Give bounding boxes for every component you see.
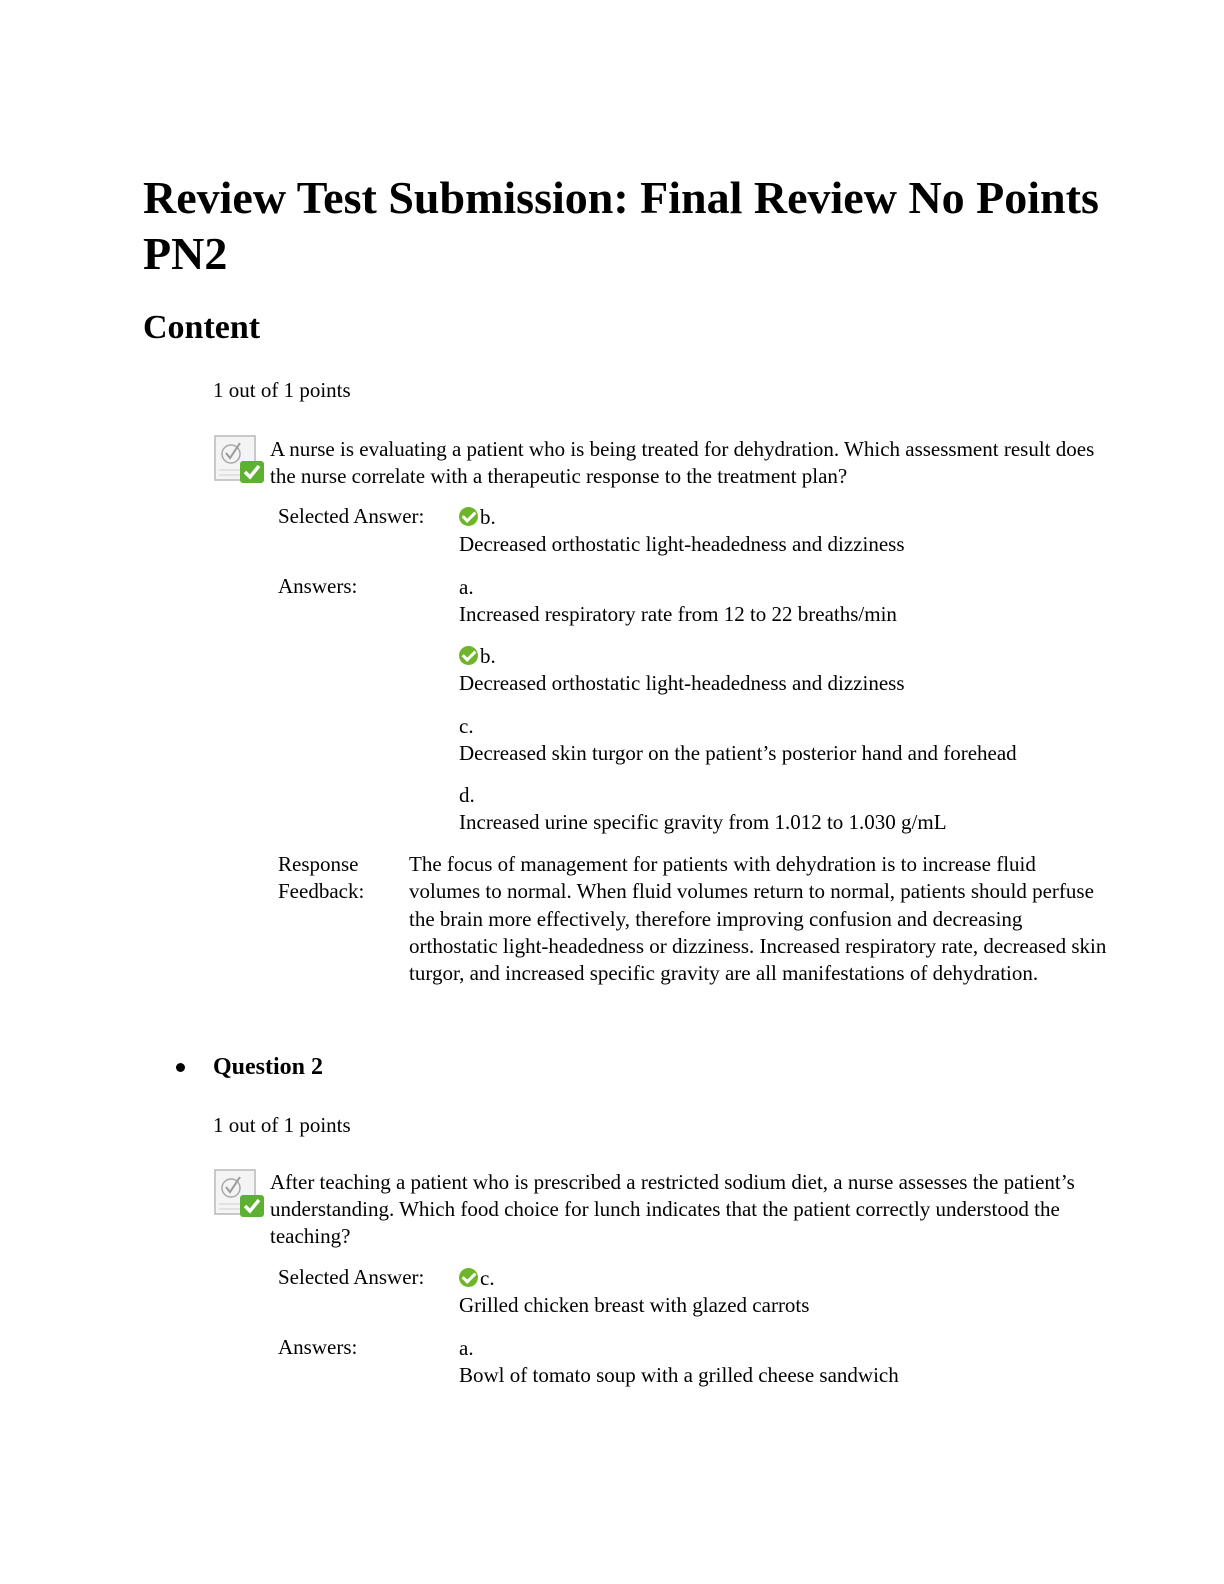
check-icon xyxy=(459,507,478,526)
q2-selected-answer-label: Selected Answer: xyxy=(278,1265,425,1289)
answer-text: Increased urine specific gravity from 1.012 to 1.030 g/mL xyxy=(459,810,947,834)
q1-question-text: A nurse is evaluating a patient who is being treated for dehydration. Which assessment result does the nurse correlate with a therapeutic response to the treatment plan? xyxy=(270,437,1095,488)
answer-letter: d. xyxy=(459,782,475,807)
answer-letter: c. xyxy=(459,713,474,738)
q2-selected-letter: c. xyxy=(480,1265,495,1290)
content-heading: Content xyxy=(143,309,261,346)
q2-answer-a xyxy=(459,1334,1139,1389)
q1-answer-d xyxy=(459,781,1139,836)
q1-answer-a xyxy=(459,573,1139,628)
q1-feedback-label xyxy=(278,851,364,905)
q1-answers-label: Answers: xyxy=(278,574,358,598)
q1-selected-answer xyxy=(459,503,1139,558)
q2-answers-label: Answers: xyxy=(278,1335,358,1359)
q2-heading: Question 2 xyxy=(213,1054,324,1080)
q1-selected-letter: b. xyxy=(480,504,496,529)
q2-selected-answer xyxy=(459,1264,1139,1319)
answer-text: Bowl of tomato soup with a grilled cheese sandwich xyxy=(459,1363,899,1387)
check-icon xyxy=(459,646,478,665)
q2-question-text: After teaching a patient who is prescribed a restricted sodium diet, a nurse assesses the patient’s understanding. Which food choice for lunch indicates that the patient correctly understood the teaching? xyxy=(270,1170,1075,1248)
correct-question-icon xyxy=(213,1168,265,1220)
answer-letter: a. xyxy=(459,1335,474,1360)
answer-text: Decreased skin turgor on the patient’s posterior hand and forehead xyxy=(459,741,1017,765)
check-icon xyxy=(459,1268,478,1287)
q1-points: 1 out of 1 points xyxy=(213,378,351,402)
page-title: Review Test Submission: Final Review No Points PN2 xyxy=(143,172,1099,279)
bullet-icon xyxy=(176,1063,185,1072)
q1-selected-answer-label: Selected Answer: xyxy=(278,504,425,528)
answer-text: Increased respiratory rate from 12 to 22 breaths/min xyxy=(459,602,897,626)
q1-feedback-text: The focus of management for patients with dehydration is to increase fluid volumes to normal. When fluid volumes return to normal, patients should perfuse the brain more effectively, therefore improving confusion and decreasing orthostatic light-headedness or dizziness. Increased respiratory rate, decreased skin turgor, and increased specific gravity are all manifestations of dehydration. xyxy=(409,852,1107,986)
q2-selected-text: Grilled chicken breast with glazed carrots xyxy=(459,1293,810,1317)
feedback-label-line1: Response xyxy=(278,852,359,876)
answer-letter: b. xyxy=(480,643,496,668)
answer-text: Decreased orthostatic light-headedness and dizziness xyxy=(459,671,905,695)
q1-answer-c xyxy=(459,712,1139,767)
feedback-label-line2: Feedback: xyxy=(278,879,365,903)
q2-points: 1 out of 1 points xyxy=(213,1113,351,1137)
answer-letter: a. xyxy=(459,574,474,599)
correct-question-icon xyxy=(213,434,265,486)
q1-answer-b xyxy=(459,642,1139,697)
q1-selected-text: Decreased orthostatic light-headedness and dizziness xyxy=(459,532,905,556)
